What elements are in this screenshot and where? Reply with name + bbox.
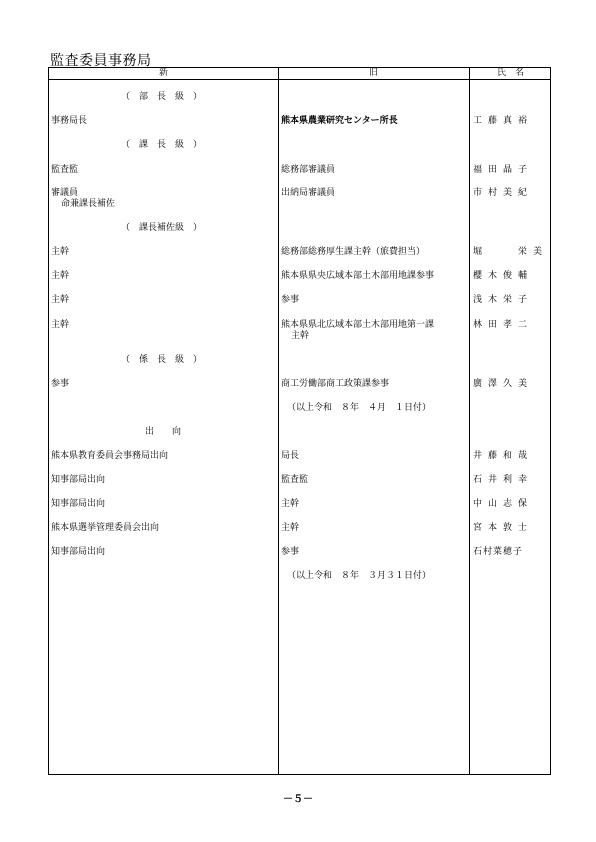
new-position: 主幹 [51,295,70,305]
new-position: 熊本県教育委員会事務局出向 [51,451,169,461]
header-name: 氏 名 [496,68,524,78]
new-position: 主幹 [51,247,70,257]
person-name: 中山志保 [473,499,534,509]
page-title: 監査委員事務局 [50,53,152,69]
new-position: 監査監 [51,165,79,175]
new-position: 審議員 [51,188,79,198]
person-name: 浅木栄子 [473,295,534,305]
old-position: 熊本県県央広域本部土木部用地課参事 [281,271,435,281]
person-name: 井藤和哉 [473,451,534,461]
old-position: 総務部総務厚生課主幹（旅費担当） [281,247,426,257]
person-name: 市村美紀 [473,188,534,198]
person-name: 福田晶子 [473,165,534,175]
column-divider [469,68,470,774]
old-position: 出納局審議員 [281,188,336,198]
old-position: 熊本県県北広域本部土木部用地第一課 [281,320,435,330]
header-divider [49,79,550,80]
rank-heading: （ 係 長 級 ） [121,355,203,365]
rank-heading: （ 課長補佐級 ） [121,223,203,233]
page-number: －５－ [283,794,313,805]
old-position: 局長 [281,451,300,461]
new-position: 知事部局出向 [51,475,106,485]
effective-date-note: （以上令和 ８年 ４月 １日付） [287,403,432,413]
new-position: 熊本県選挙管理委員会出向 [51,523,160,533]
person-name: 堀 栄美 [473,247,549,257]
old-position: 監査監 [281,475,309,485]
new-position: 主幹 [51,271,70,281]
person-name: 石村菜穂子 [473,547,524,557]
old-position: 主幹 [281,523,300,533]
new-position: 知事部局出向 [51,499,106,509]
effective-date-note: （以上令和 ８年 ３月３１日付） [287,571,432,581]
person-name: 宮本敦士 [473,523,534,533]
person-name: 林田孝二 [473,320,534,330]
old-position: 参事 [281,547,300,557]
old-position: 主幹 [281,499,300,509]
person-name: 櫻木俊輔 [473,271,534,281]
new-position: 参事 [51,379,70,389]
old-position: 総務部審議員 [281,165,336,175]
new-position-sub: 命兼課長補佐 [61,199,116,209]
person-name: 廣澤久美 [473,379,534,389]
header-old: 旧 [368,68,378,78]
old-position: 商工労働部商工政策課参事 [281,379,390,389]
new-position: 知事部局出向 [51,547,106,557]
rank-heading: （ 課 長 級 ） [121,140,203,150]
old-position-sub: 主幹 [291,331,310,341]
person-name: 工藤真裕 [473,116,534,126]
header-new: 新 [158,68,168,78]
person-name: 石井利幸 [473,475,534,485]
old-position: 熊本県農業研究センター所長 [281,116,398,126]
new-position: 事務局長 [51,116,88,126]
old-position: 参事 [281,295,300,305]
rank-heading: （ 部 長 級 ） [121,92,203,102]
personnel-table [48,67,551,775]
section-heading: 出 向 [145,427,182,437]
new-position: 主幹 [51,320,70,330]
column-divider [278,68,279,774]
